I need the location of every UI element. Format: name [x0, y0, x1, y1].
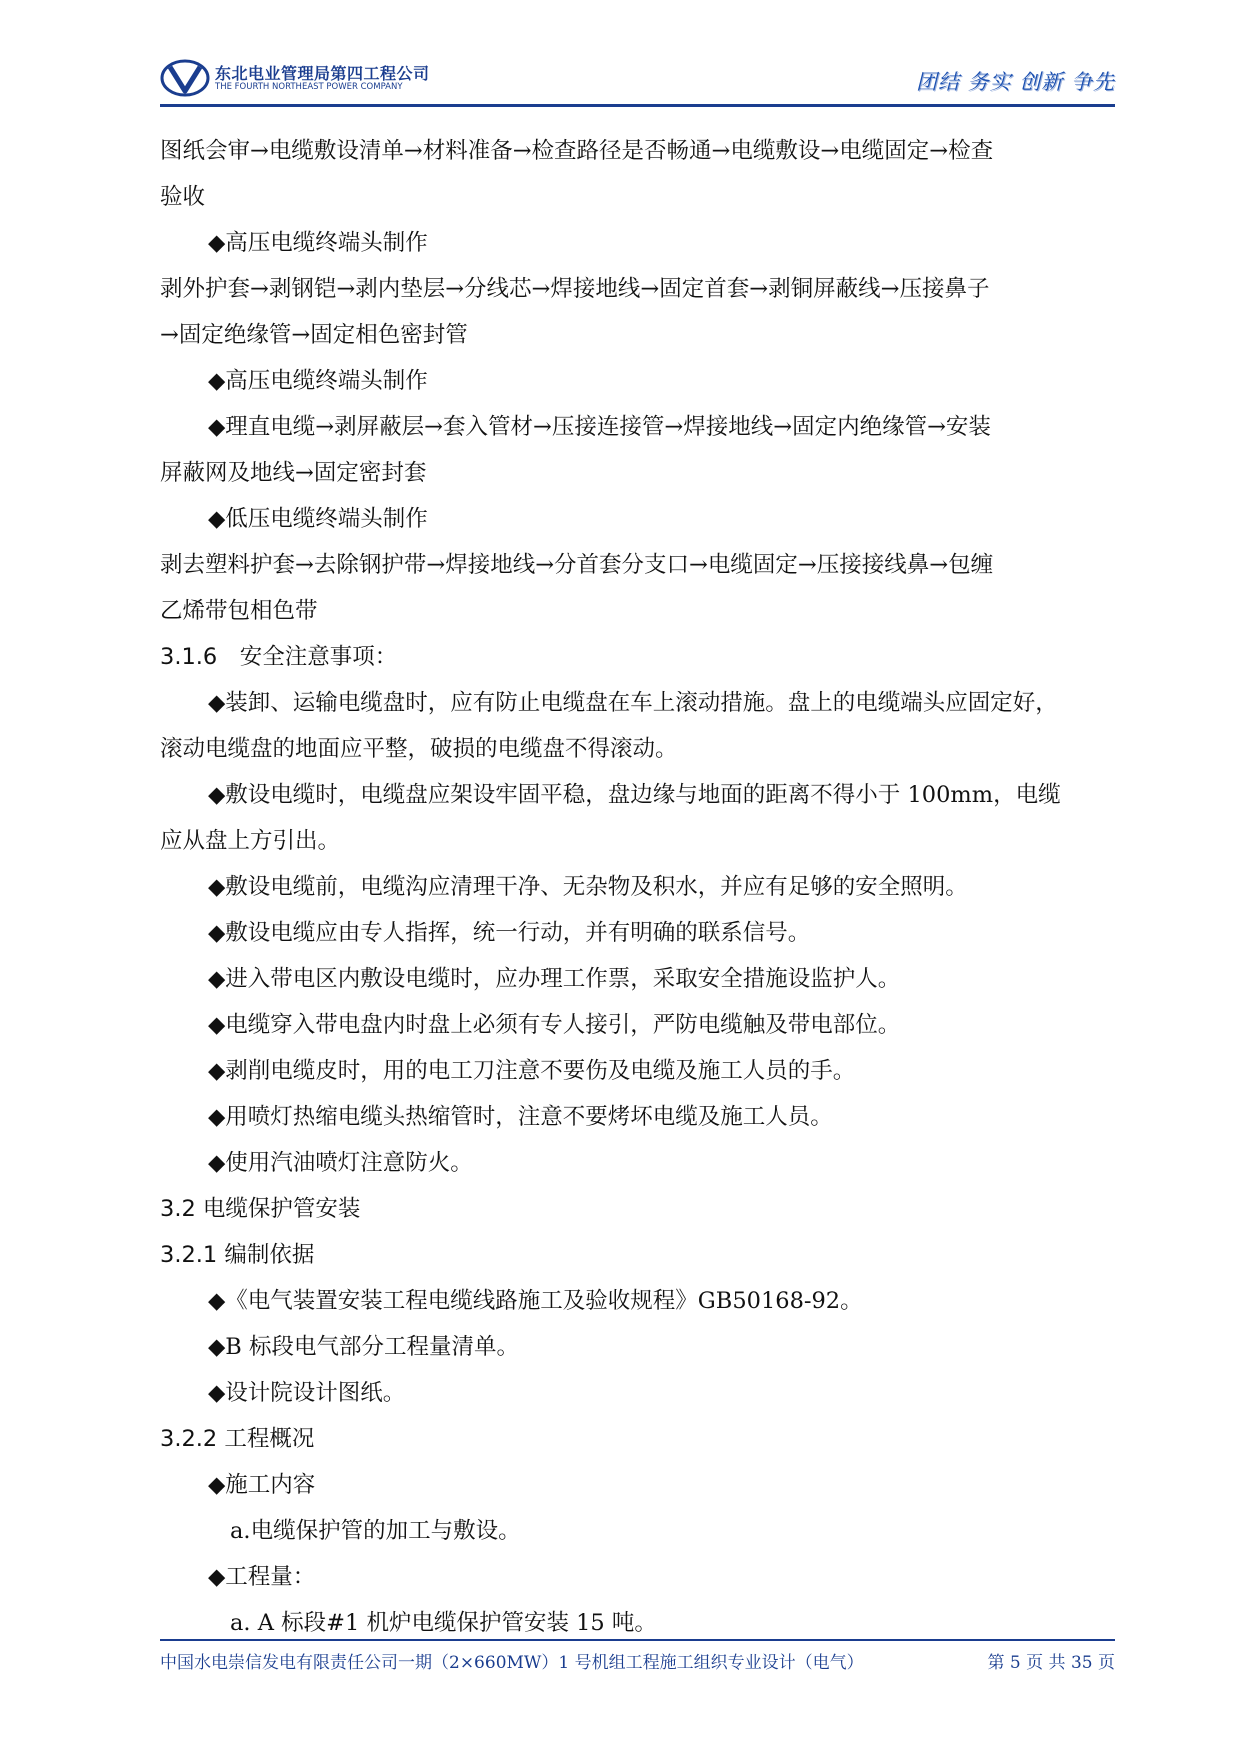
- body-line: ◆设计院设计图纸。: [208, 1380, 406, 1406]
- body-line: a. A 标段#1 机炉电缆保护管安装 15 吨。: [230, 1610, 657, 1636]
- page-header: [160, 58, 1115, 106]
- body-line: ◆B 标段电气部分工程量清单。: [208, 1334, 519, 1360]
- body-line: ◆低压电缆终端头制作: [208, 506, 428, 532]
- company-slogan: 团结 务实 创新 争先: [915, 70, 1115, 94]
- body-line: ◆敷设电缆时，电缆盘应架设牢固平稳，盘边缘与地面的距离不得小于 100mm，电缆: [208, 782, 1061, 808]
- body-line: ◆装卸、运输电缆盘时，应有防止电缆盘在车上滚动措施。盘上的电缆端头应固定好，: [208, 690, 1058, 716]
- body-line: ◆使用汽油喷灯注意防火。: [208, 1150, 473, 1176]
- body-line: 剥外护套→剥钢铠→剥内垫层→分线芯→焊接地线→固定首套→剥铜屏蔽线→压接鼻子: [160, 276, 990, 302]
- body-line: 验收: [160, 184, 206, 210]
- body-line: ◆敷设电缆应由专人指挥，统一行动，并有明确的联系信号。: [208, 920, 811, 946]
- body-line: ◆高压电缆终端头制作: [208, 368, 428, 394]
- document-body: [160, 128, 1120, 1646]
- section-heading: 3.1.6 安全注意事项：: [160, 644, 398, 670]
- body-line: ◆进入带电区内敷设电缆时，应办理工作票，采取安全措施设监护人。: [208, 966, 901, 992]
- section-heading: 3.2 电缆保护管安装: [160, 1196, 361, 1222]
- body-line: 屏蔽网及地线→固定密封套: [160, 460, 427, 486]
- header-divider: [160, 104, 1115, 107]
- body-line: ◆《电气装置安装工程电缆线路施工及验收规程》GB50168-92。: [208, 1288, 863, 1314]
- company-name-cn: 东北电业管理局第四工程公司: [215, 64, 430, 83]
- body-line: ◆电缆穿入带电盘内时盘上必须有专人接引，严防电缆触及带电部位。: [208, 1012, 901, 1038]
- body-line: 应从盘上方引出。: [160, 828, 341, 854]
- section-heading: 3.2.2 工程概况: [160, 1426, 315, 1452]
- page-number: 第 5 页 共 35 页: [987, 1653, 1115, 1673]
- body-line: 滚动电缆盘的地面应平整，破损的电缆盘不得滚动。: [160, 736, 678, 762]
- body-line: ◆高压电缆终端头制作: [208, 230, 428, 256]
- company-logo-icon: [160, 58, 210, 98]
- body-line: 剥去塑料护套→去除钢护带→焊接地线→分首套分支口→电缆固定→压接接线鼻→包缠: [160, 552, 994, 578]
- body-line: ◆工程量：: [208, 1564, 316, 1590]
- body-line: 图纸会审→电缆敷设清单→材料准备→检查路径是否畅通→电缆敷设→电缆固定→检查: [160, 138, 994, 164]
- footer-document-title: 中国水电崇信发电有限责任公司一期（2×660MW）1 号机组工程施工组织专业设计（电气）: [160, 1653, 864, 1673]
- body-line: ◆理直电缆→剥屏蔽层→套入管材→压接连接管→焊接地线→固定内绝缘管→安装: [208, 414, 991, 440]
- section-heading: 3.2.1 编制依据: [160, 1242, 315, 1268]
- body-line: ◆剥削电缆皮时，用的电工刀注意不要伤及电缆及施工人员的手。: [208, 1058, 856, 1084]
- body-line: 乙烯带包相色带: [160, 598, 318, 624]
- body-line: a.电缆保护管的加工与敷设。: [230, 1518, 521, 1544]
- footer-divider: [160, 1639, 1115, 1641]
- body-line: ◆施工内容: [208, 1472, 316, 1498]
- company-name-en: THE FOURTH NORTHEAST POWER COMPANY: [215, 82, 403, 92]
- body-line: ◆用喷灯热缩电缆头热缩管时，注意不要烤坏电缆及施工人员。: [208, 1104, 833, 1130]
- body-line: →固定绝缘管→固定相色密封管: [160, 322, 468, 348]
- body-line: ◆敷设电缆前，电缆沟应清理干净、无杂物及积水，并应有足够的安全照明。: [208, 874, 968, 900]
